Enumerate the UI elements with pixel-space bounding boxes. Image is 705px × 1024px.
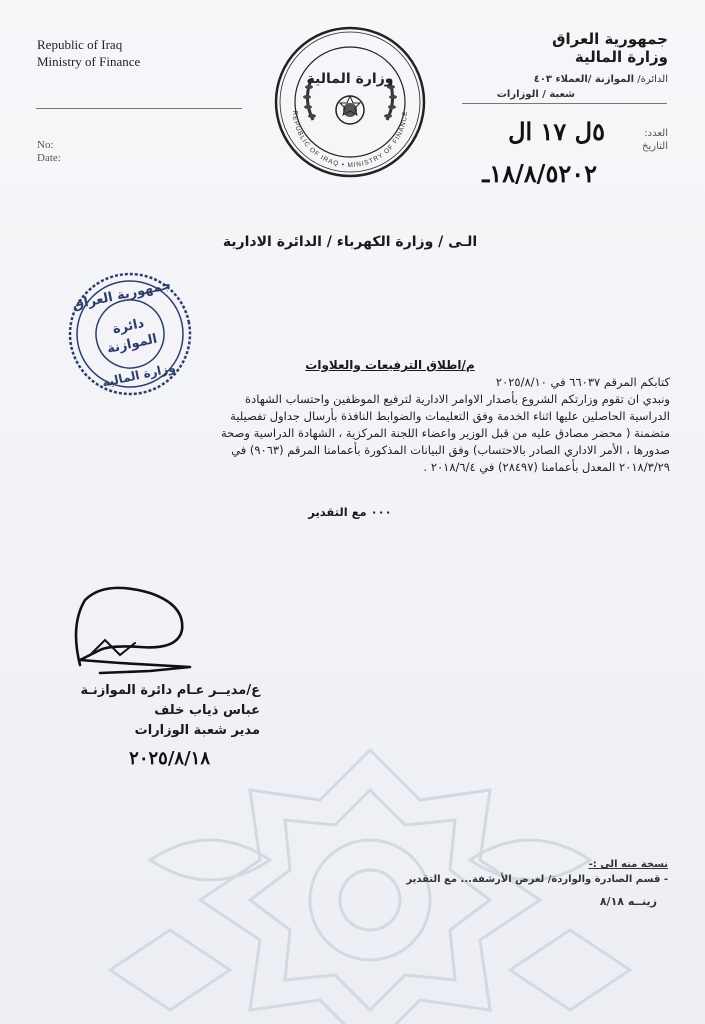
arabic-reference-labels bbox=[608, 127, 668, 153]
addressee-line: الـى / وزارة الكهرباء / الدائرة الادارية bbox=[222, 234, 478, 250]
english-country: Republic of Iraq bbox=[37, 37, 123, 52]
arabic-department-label: الدائرة/ bbox=[637, 74, 668, 85]
arabic-ministry: وزارة المالية bbox=[574, 48, 668, 66]
stamp-outer-text: جمهورية العراق bbox=[71, 277, 173, 314]
typist-initials: زينــه ٨/١٨ bbox=[599, 895, 657, 908]
arabic-country: جمهورية العراق bbox=[552, 30, 668, 48]
arabic-letterhead bbox=[468, 30, 668, 66]
arabic-divider bbox=[462, 103, 667, 104]
signature-scribble bbox=[60, 585, 210, 680]
body-line-2: ونبدي ان تقوم وزارتكم الشروع بأصدار الاوامر الادارية لترفيع الموظفين واحتساب الشهادة bbox=[245, 392, 670, 406]
signatory-name: عباس ذياب خلف bbox=[154, 703, 260, 718]
signatory-position: مدير شعبة الوزارات bbox=[134, 723, 260, 738]
svg-text:REPUBLIC OF IRAQ • MINISTRY OF bbox=[291, 110, 409, 169]
arabic-number-label: العدد: bbox=[644, 128, 668, 139]
copy-to-item: - قسم الصادرة والواردة/ لغرض الأرشفة... مع التقدير bbox=[406, 874, 668, 885]
stamp-bottom-text: وزارة المالية bbox=[100, 360, 177, 390]
english-date-label: Date: bbox=[37, 152, 61, 164]
english-divider bbox=[36, 108, 242, 109]
english-reference bbox=[37, 139, 61, 165]
body-line-6: ٢٠١٨/٣/٢٩ المعدل بأعمامنا (٢٨٤٩٧) في ٢٠١٨/٦/٤ . bbox=[423, 460, 670, 474]
english-letterhead bbox=[37, 36, 140, 70]
arabic-department-value: الموازنة /العملاء ٤٠٣ bbox=[533, 74, 635, 85]
ministry-emblem bbox=[273, 25, 427, 179]
copy-to-label: نسخة منه الى :- bbox=[588, 859, 668, 870]
english-number-label: No: bbox=[37, 139, 54, 151]
body-line-5: صدورها ، الأمر الاداري الصادر بالاحتساب) وفق البيانات المذكورة بأعمامنا المرقم (٩٠٦٣) في bbox=[231, 443, 670, 457]
arabic-date-label: التاريخ bbox=[642, 141, 668, 152]
signature-block bbox=[30, 681, 260, 741]
emblem-ring-text: REPUBLIC OF IRAQ • MINISTRY OF FINANCE bbox=[290, 110, 410, 170]
stamp-inner-line2: الموازنة bbox=[105, 331, 159, 357]
arabic-department bbox=[428, 73, 668, 86]
body-line-4: متضمنة ( محضر مصادق عليه من قبل الوزير واعضاء اللجنة المركزية ، الشهادة الدراسية وصحة bbox=[221, 426, 670, 440]
letter-body bbox=[55, 374, 670, 476]
arabic-section: شعبة / الوزارات bbox=[496, 89, 575, 100]
signatory-title: ع/مديــر عـام دائرة الموازنـة bbox=[80, 683, 260, 698]
emblem-inner-text: وزارة المالية bbox=[306, 71, 394, 87]
stamp-inner-line1: دائرة bbox=[111, 316, 146, 338]
body-line-3: الدراسية الحاصلين عليها اثناء الخدمة وفق التعليمات والضوابط النافذة بأرسال جداول تفصيلية bbox=[230, 409, 670, 423]
closing-line: ٠٠٠ مع التقدير bbox=[308, 505, 392, 519]
english-ministry: Ministry of Finance bbox=[37, 54, 141, 69]
handwritten-date: ١٨/٨/٥٢٠٢ـ bbox=[482, 159, 597, 188]
subject-line: م/اطلاق الترفيعات والعلاوات bbox=[305, 358, 475, 372]
handwritten-number: ٥ل ١٧ ال bbox=[508, 117, 605, 146]
body-line-reference: كتابكم المرقم ٦٦٠٣٧ في ٢٠٢٥/٨/١٠ bbox=[495, 375, 670, 389]
signature-date: ٢٠٢٥/٨/١٨ bbox=[129, 748, 210, 769]
